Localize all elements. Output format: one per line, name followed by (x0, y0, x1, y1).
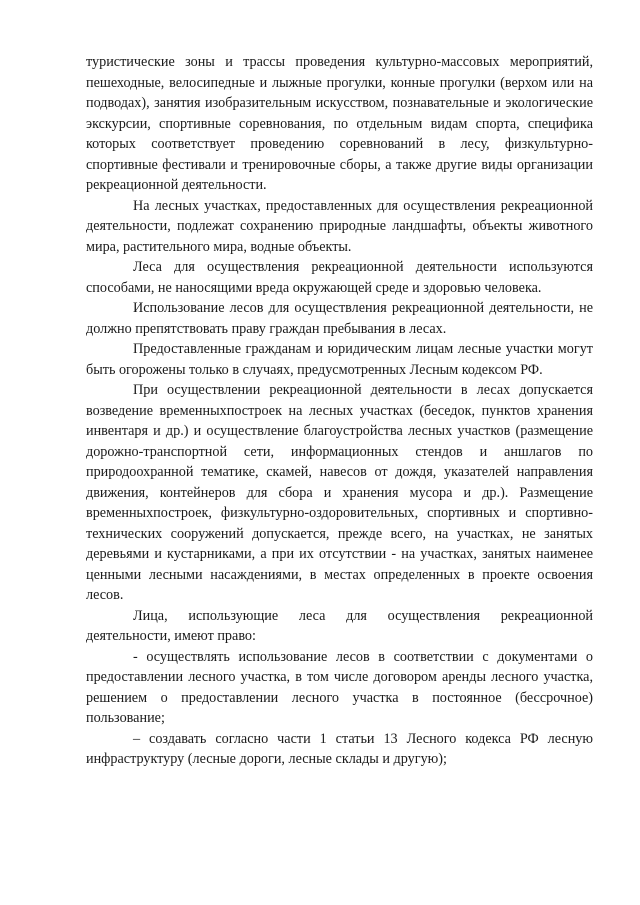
document-page (86, 52, 593, 770)
paragraph-recreation-types: туристические зоны и трассы проведения культурно-массовых мероприятий, пешеходные, велосипедные и лыжные прогулки, конные прогулки (верхом или на подводах), занятия изобразительным искусством, познавательные и экологические экскурсии, спортивные соревнования, по отдельным видам спорта, специфика которых соответствует проведению соревнований в лесу, физкультурно-спортивные фестивали и тренировочные сборы, а также другие виды организации рекреационной деятельности. (86, 54, 593, 193)
list-item-forest-infrastructure: – создавать согласно части 1 статьи 13 Лесного кодекса РФ лесную инфраструктуру (лесные дороги, лесные склады и другую); (86, 730, 593, 767)
paragraph-user-rights-intro: Лица, использующие леса для осуществления рекреационной деятельности, имеют право: (86, 607, 593, 644)
paragraph-landscape-preservation: На лесных участках, предоставленных для осуществления рекреационной деятельности, подлежат сохранению природные ландшафты, объекты животного мира, растительного мира, водные объекты. (86, 197, 593, 255)
list-item-use-per-documents: - осуществлять использование лесов в соответствии с документами о предоставлении лесного участка, в том числе договором аренды лесного участка, решением о предоставлении лесного участка в постоянное (бессрочное) пользование; (86, 648, 593, 726)
paragraph-harmless-methods: Леса для осуществления рекреационной деятельности используются способами, не наносящими вреда окружающей среде и здоровью человека. (86, 259, 593, 296)
paragraph-fencing: Предоставленные гражданам и юридическим лицам лесные участки могут быть огорожены только в случаях, предусмотренных Лесным кодексом РФ. (86, 341, 593, 378)
paragraph-citizen-access: Использование лесов для осуществления рекреационной деятельности, не должно препятствовать праву граждан пребывания в лесах. (86, 300, 593, 337)
paragraph-temporary-structures: При осуществлении рекреационной деятельности в лесах допускается возведение временныхпостроек на лесных участках (беседок, пунктов хранения инвентаря и др.) и осуществление благоустройства лесных участков (размещение дорожно-транспортной сети, информационных стендов и аншлагов по природоохранной тематике, скамей, навесов от дождя, указателей направления движения, контейнеров для сбора и хранения мусора и др.). Размещение временныхпостроек, физкультурно-оздоровительных, спортивных и спортивно-технических сооружений допускается, прежде всего, на участках, не занятых деревьями и кустарниками, а при их отсутствии - на участках, занятых наименее ценными лесными насаждениями, в местах определенных в проекте освоения лесов. (86, 382, 593, 603)
